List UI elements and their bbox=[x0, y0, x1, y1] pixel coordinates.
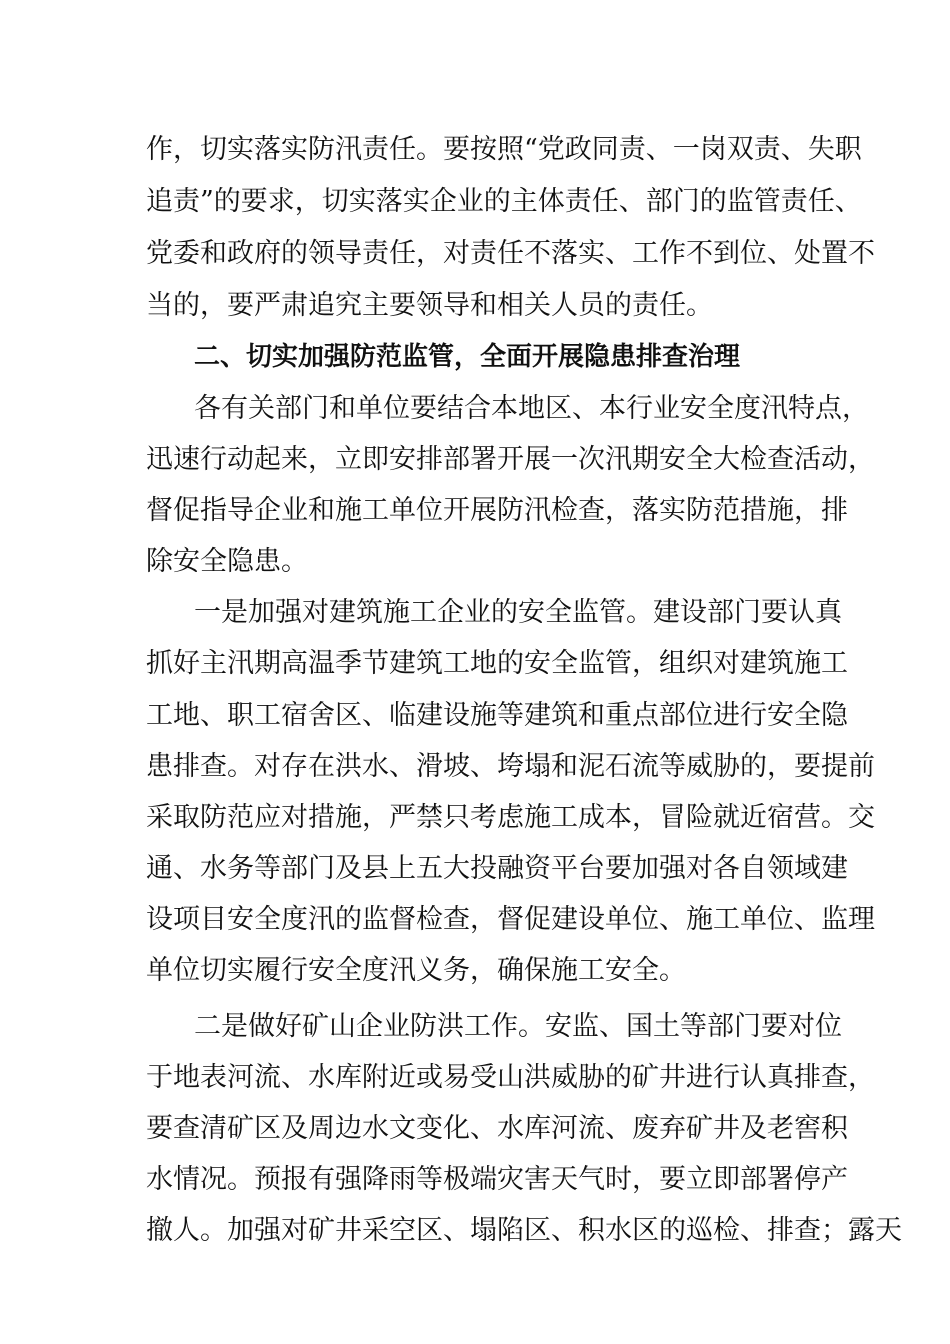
paragraph-line: 作，切实落实防汛责任。要按照“党政同责、一岗双责、失职 bbox=[146, 134, 862, 165]
paragraph-line: 于地表河流、水库附近或易受山洪威胁的矿井进行认真排查， bbox=[146, 1062, 875, 1093]
paragraph-line: 采取防范应对措施，严禁只考虑施工成本，冒险就近宿营。交 bbox=[146, 802, 875, 833]
paragraph-line: 一是加强对建筑施工企业的安全监管。建设部门要认真 bbox=[194, 597, 842, 628]
paragraph-line: 设项目安全度汛的监督检查，督促建设单位、施工单位、监理 bbox=[146, 904, 875, 935]
paragraph-line: 当的，要严肃追究主要领导和相关人员的责任。 bbox=[146, 290, 713, 321]
paragraph-line: 迅速行动起来，立即安排部署开展一次汛期安全大检查活动， bbox=[146, 444, 875, 475]
paragraph-line: 督促指导企业和施工单位开展防汛检查，落实防范措施，排 bbox=[146, 495, 848, 526]
paragraph-line: 二是做好矿山企业防洪工作。安监、国土等部门要对位 bbox=[194, 1011, 842, 1042]
paragraph-line: 抓好主汛期高温季节建筑工地的安全监管，组织对建筑施工 bbox=[146, 648, 848, 679]
paragraph-line: 除安全隐患。 bbox=[146, 546, 308, 577]
paragraph-line: 各有关部门和单位要结合本地区、本行业安全度汛特点， bbox=[194, 393, 869, 424]
paragraph-line: 患排查。对存在洪水、滑坡、垮塌和泥石流等威胁的，要提前 bbox=[146, 751, 875, 782]
paragraph-line: 单位切实履行安全度汛义务，确保施工安全。 bbox=[146, 955, 686, 986]
paragraph-line: 党委和政府的领导责任，对责任不落实、工作不到位、处置不 bbox=[146, 238, 875, 269]
paragraph-line: 要查清矿区及周边水文变化、水库河流、废弃矿井及老窖积 bbox=[146, 1113, 848, 1144]
paragraph-line: 水情况。预报有强降雨等极端灾害天气时，要立即部署停产 bbox=[146, 1164, 848, 1195]
paragraph-line: 追责”的要求，切实落实企业的主体责任、部门的监管责任、 bbox=[146, 186, 862, 217]
section-heading: 二、切实加强防范监管，全面开展隐患排查治理 bbox=[194, 342, 741, 372]
paragraph-line: 撤人。加强对矿井采空区、塌陷区、积水区的巡检、排查；露天 bbox=[146, 1215, 902, 1246]
paragraph-line: 工地、职工宿舍区、临建设施等建筑和重点部位进行安全隐 bbox=[146, 700, 848, 731]
paragraph-line: 通、水务等部门及县上五大投融资平台要加强对各自领域建 bbox=[146, 853, 848, 884]
